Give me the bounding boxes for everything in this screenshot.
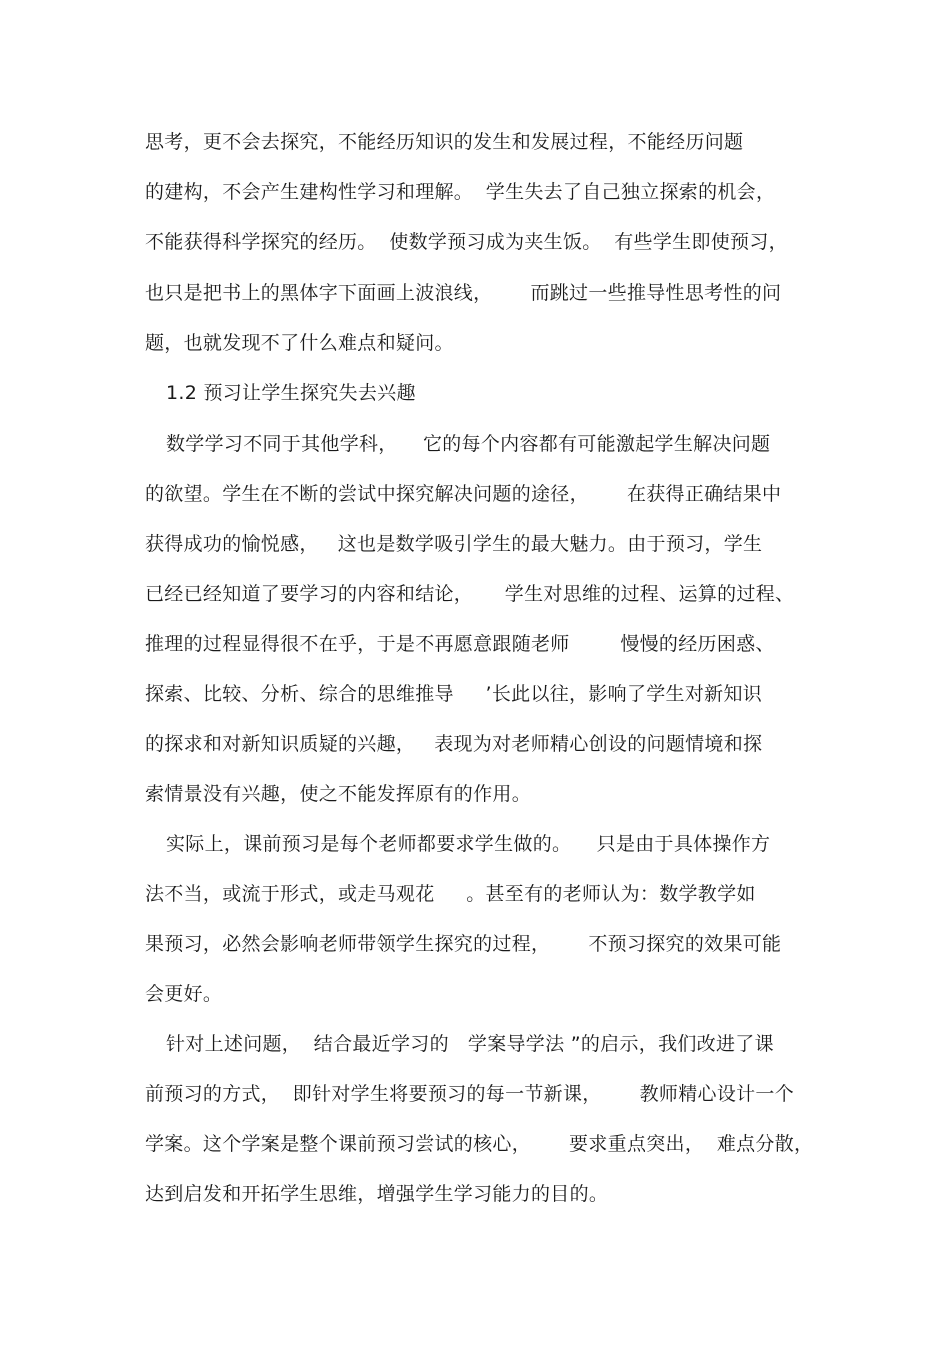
text-line: 法不当，或流于形式，或走马观花 。甚至有的老师认为：数学教学如: [145, 883, 756, 905]
text-line: 学案。这个学案是整个课前预习尝试的核心， 要求重点突出， 难点分散，: [145, 1133, 814, 1155]
text-line: 的建构，不会产生建构性学习和理解。 学生失去了自己独立探索的机会，: [145, 181, 776, 203]
text-line: 获得成功的愉悦感， 这也是数学吸引学生的最大魅力。由于预习，学生: [145, 533, 763, 555]
text-line: 会更好。: [145, 983, 223, 1005]
text-line: 索情景没有兴趣，使之不能发挥原有的作用。: [145, 783, 532, 805]
section-heading: 1.2 预习让学生探究失去兴趣: [166, 382, 416, 404]
text-line: 已经已经知道了要学习的内容和结论， 学生对思维的过程、运算的过程、: [145, 583, 795, 605]
text-line: 前预习的方式， 即针对学生将要预习的每一节新课， 教师精心设计一个: [145, 1083, 795, 1105]
text-line: 题，也就发现不了什么难点和疑问。: [145, 332, 454, 354]
text-line: 推理的过程显得很不在乎，于是不再愿意跟随老师 慢慢的经历困惑、: [145, 633, 775, 655]
text-line: 果预习，必然会影响老师带领学生探究的过程， 不预习探究的效果可能: [145, 933, 782, 955]
text-line: 数学学习不同于其他学科， 它的每个内容都有可能激起学生解决问题: [166, 433, 771, 455]
text-line: 探索、比较、分析、综合的思维推导 ’长此以往，影响了学生对新知识: [145, 683, 763, 705]
text-line: 实际上，课前预习是每个老师都要求学生做的。 只是由于具体操作方: [166, 833, 771, 855]
text-line: 针对上述问题， 结合最近学习的 学案导学法 ”的启示，我们改进了课: [166, 1033, 774, 1055]
text-line: 的探求和对新知识质疑的兴趣， 表现为对老师精心创设的问题情境和探: [145, 733, 763, 755]
text-line: 达到启发和开拓学生思维，增强学生学习能力的目的。: [145, 1183, 609, 1205]
text-line: 不能获得科学探究的经历。 使数学预习成为夹生饭。 有些学生即使预习，: [145, 231, 788, 253]
text-line: 的欲望。学生在不断的尝试中探究解决问题的途径， 在获得正确结果中: [145, 483, 782, 505]
text-line: 思考，更不会去探究，不能经历知识的发生和发展过程，不能经历问题: [145, 131, 744, 153]
text-line: 也只是把书上的黑体字下面画上波浪线， 而跳过一些推导性思考性的问: [145, 282, 782, 304]
